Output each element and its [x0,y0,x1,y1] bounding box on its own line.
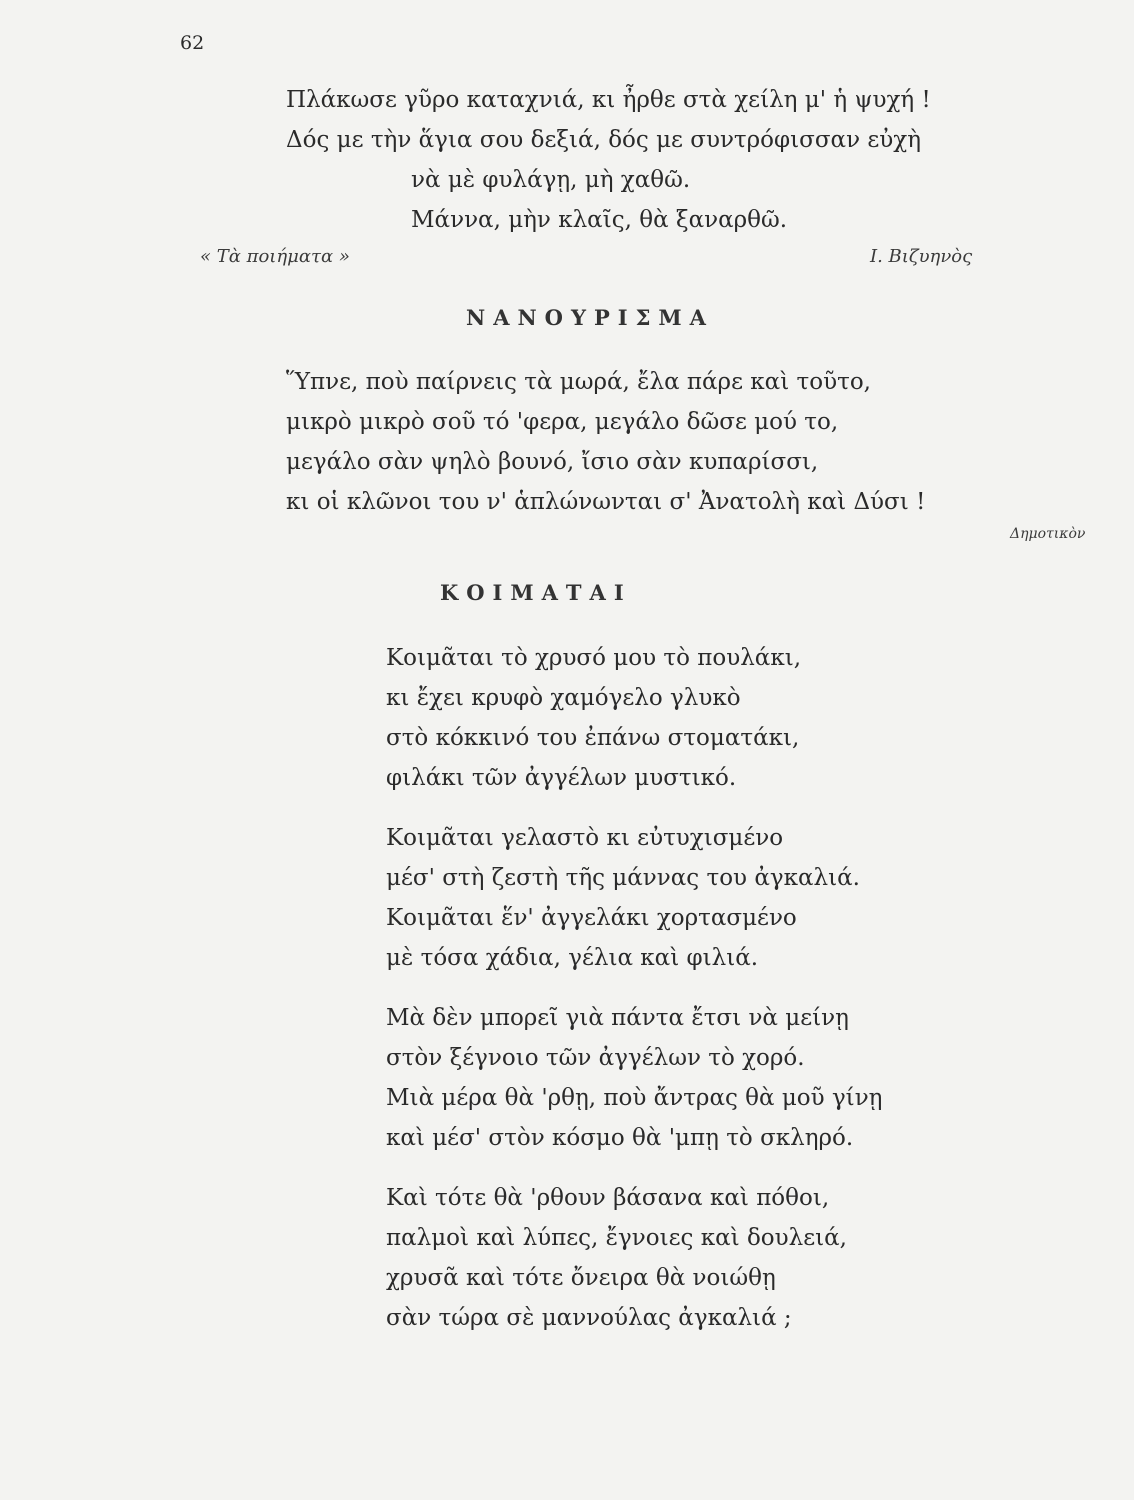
poem3-stanza [386,1178,882,1338]
poem3-line: μὲ τόσα χάδια, γέλια καὶ φιλιά. [386,945,759,971]
poem1-line: Πλάκωσε γῦρο καταχνιά, κι ἦρθε στὰ χείλη μ' ἡ ψυχή ! [286,87,931,113]
poem3-line: καὶ μέσ' στὸν κόσμο θὰ 'μπῃ τὸ σκληρό. [386,1125,854,1151]
poem3-stanza [386,818,882,978]
poem3-line: φιλάκι τῶν ἀγγέλων μυστικό. [386,765,737,791]
poem3-line: Καὶ τότε θὰ 'ρθουν βάσανα καὶ πόθοι, [386,1185,830,1211]
poem3-stanza [386,638,882,798]
page-number: 62 [180,32,205,54]
poem2-line: κι οἱ κλῶνοι του ν' ἁπλώνωνται σ' Ἀνατολὴ καὶ Δύσι ! [286,489,926,515]
poem3-line: σὰν τώρα σὲ μαννούλας ἀγκαλιά ; [386,1305,792,1331]
poem3-line: κι ἔχει κρυφὸ χαμόγελο γλυκὸ [386,685,741,711]
poem1-source: « Τὰ ποιήματα » [200,246,350,267]
poem3-line: στὸ κόκκινό του ἐπάνω στοματάκι, [386,725,800,751]
poem3-line: Κοιμᾶται τὸ χρυσό μου τὸ πουλάκι, [386,645,802,671]
poem2-line: μεγάλο σὰν ψηλὸ βουνό, ἴσιο σὰν κυπαρίσσι, [286,449,819,475]
poem1-verses [286,80,931,240]
poem1-line: νὰ μὲ φυλάγῃ, μὴ χαθῶ. [411,167,691,193]
poem3-line: στὸν ξέγνοιο τῶν ἀγγέλων τὸ χορό. [386,1045,805,1071]
poem3-line: Κοιμᾶται ἕν' ἀγγελάκι χορτασμένο [386,905,797,931]
poem1-line: Δός με τὴν ἅγια σου δεξιά, δός με συντρόφισσαν εὐχὴ [286,127,921,153]
poem3-stanza [386,998,882,1158]
poem3-verses [386,638,882,1338]
poem2-verses [286,362,925,522]
poem3-title: ΚΟΙΜΑΤΑΙ [440,580,632,605]
poem2-title: ΝΑΝΟΥΡΙΣΜΑ [466,305,714,330]
poem1-line: Μάννα, μὴν κλαῖς, θὰ ξαναρθῶ. [411,207,788,233]
poem3-line: παλμοὶ καὶ λύπες, ἔγνοιες καὶ δουλειά, [386,1225,847,1251]
poem1-author: Ι. Βιζυηνὸς [870,246,973,267]
poem2-line: μικρὸ μικρὸ σοῦ τό 'φερα, μεγάλο δῶσε μού το, [286,409,839,435]
poem3-line: Μὰ δὲν μπορεῖ γιὰ πάντα ἔτσι νὰ μείνῃ [386,1005,849,1031]
poem3-line: Μιὰ μέρα θὰ 'ρθῃ, ποὺ ἄντρας θὰ μοῦ γίνῃ [386,1085,883,1111]
poem2-line: Ὕπνε, ποὺ παίρνεις τὰ μωρά, ἔλα πάρε καὶ τοῦτο, [286,369,871,395]
poem3-line: χρυσᾶ καὶ τότε ὄνειρα θὰ νοιώθῃ [386,1265,776,1291]
poem3-line: Κοιμᾶται γελαστὸ κι εὐτυχισμένο [386,825,784,851]
poem2-author: Δημοτικὸν [1010,526,1086,542]
poem3-line: μέσ' στὴ ζεστὴ τῆς μάννας του ἀγκαλιά. [386,865,860,891]
